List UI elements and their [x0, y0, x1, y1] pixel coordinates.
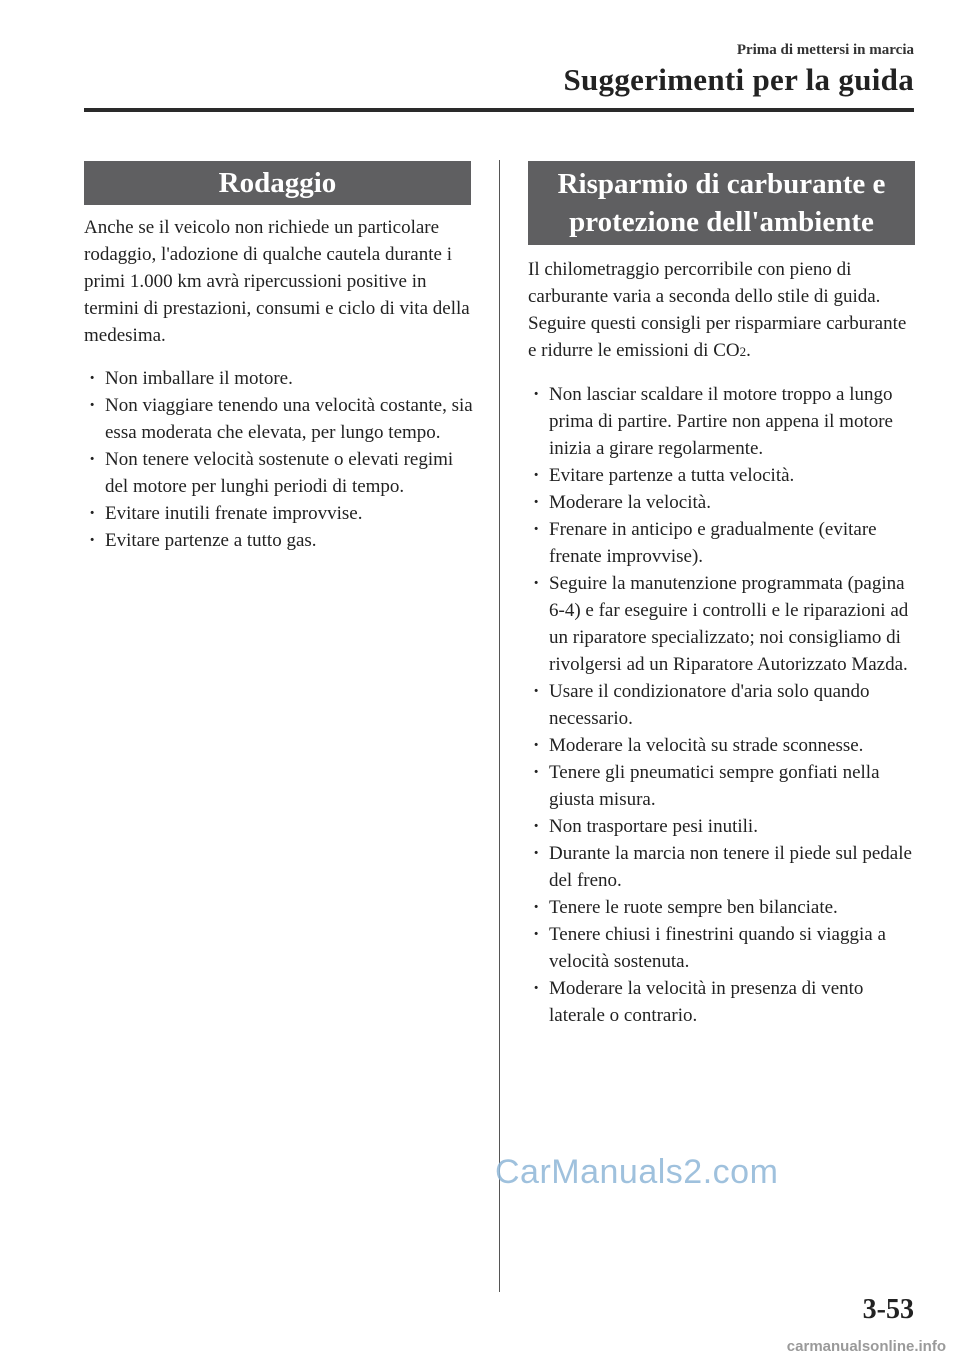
section-heading-rodaggio — [84, 161, 471, 205]
list-item: · Moderare la velocità su strade sconnesse. — [528, 732, 918, 759]
list-item: · Non imballare il motore. — [84, 365, 474, 392]
footer-watermark: carmanualsonline.info — [786, 1338, 946, 1355]
list-item: · Usare il condizionatore d'aria solo quando necessario. — [528, 678, 918, 732]
header-subtitle: Prima di mettersi in marcia — [736, 42, 914, 58]
section-heading-line2: protezione dell'ambiente — [569, 206, 874, 238]
list-item: · Durante la marcia non tenere il piede sul pedale del freno. — [528, 840, 918, 894]
list-item: · Evitare inutili frenate improvvise. — [84, 500, 474, 527]
list-item: · Seguire la manutenzione programmata (pagina 6-4) e far eseguire i controlli e le riparazioni ad un riparatore specializzato; noi consigliamo di rivolgersi ad un Riparatore Autorizzato Mazda. — [528, 570, 918, 678]
list-item: · Non viaggiare tenendo una velocità costante, sia essa moderata che elevata, per lungo tempo. — [84, 392, 474, 446]
list-item: · Tenere gli pneumatici sempre gonfiati nella giusta misura. — [528, 759, 918, 813]
list-item: · Evitare partenze a tutto gas. — [84, 527, 474, 554]
section-heading-text: Rodaggio — [218, 166, 337, 199]
intro-text: Il chilometraggio percorribile con pieno di carburante varia a seconda dello stile di guida. Seguire questi consigli per risparmiare carburante e ridurre le emissioni di — [528, 259, 907, 361]
list-item: · Non lasciar scaldare il motore troppo a lungo prima di partire. Partire non appena il motore inizia a girare regolarmente. — [528, 381, 918, 462]
page-number: 3-53 — [862, 1294, 914, 1325]
risparmio-intro — [528, 256, 918, 365]
list-item: · Evitare partenze a tutta velocità. — [528, 462, 918, 489]
co2-formula — [713, 340, 746, 361]
risparmio-list — [528, 381, 918, 1029]
section-heading-line1: Risparmio di carburante e — [557, 168, 886, 200]
column-divider — [499, 160, 500, 1292]
rodaggio-intro: Anche se il veicolo non richiede un particolare rodaggio, l'adozione di qualche cautela durante i primi 1.000 km avrà ripercussioni positive in termini di prestazioni, consumi e ciclo di vita della medesima. — [84, 217, 470, 346]
watermark-link[interactable]: CarManuals2.com — [495, 1153, 779, 1191]
header-rule — [84, 108, 914, 112]
rodaggio-list — [84, 365, 474, 554]
section-heading-risparmio — [528, 161, 915, 245]
list-item: · Non tenere velocità sostenute o elevati regimi del motore per lunghi periodi di tempo. — [84, 446, 474, 500]
list-item: · Moderare la velocità. — [528, 489, 918, 516]
list-item: · Tenere le ruote sempre ben bilanciate. — [528, 894, 918, 921]
list-item: · Non trasportare pesi inutili. — [528, 813, 918, 840]
list-item: · Moderare la velocità in presenza di vento laterale o contrario. — [528, 975, 918, 1029]
co2-subscript: 2 — [739, 344, 747, 359]
list-item: · Tenere chiusi i finestrini quando si viaggia a velocità sostenuta. — [528, 921, 918, 975]
left-column — [84, 214, 474, 554]
right-column — [528, 256, 918, 1029]
intro-end: . — [746, 340, 751, 361]
list-item: · Frenare in anticipo e gradualmente (evitare frenate improvvise). — [528, 516, 918, 570]
co2-co: CO — [713, 340, 740, 361]
header-title: Suggerimenti per la guida — [563, 62, 914, 97]
